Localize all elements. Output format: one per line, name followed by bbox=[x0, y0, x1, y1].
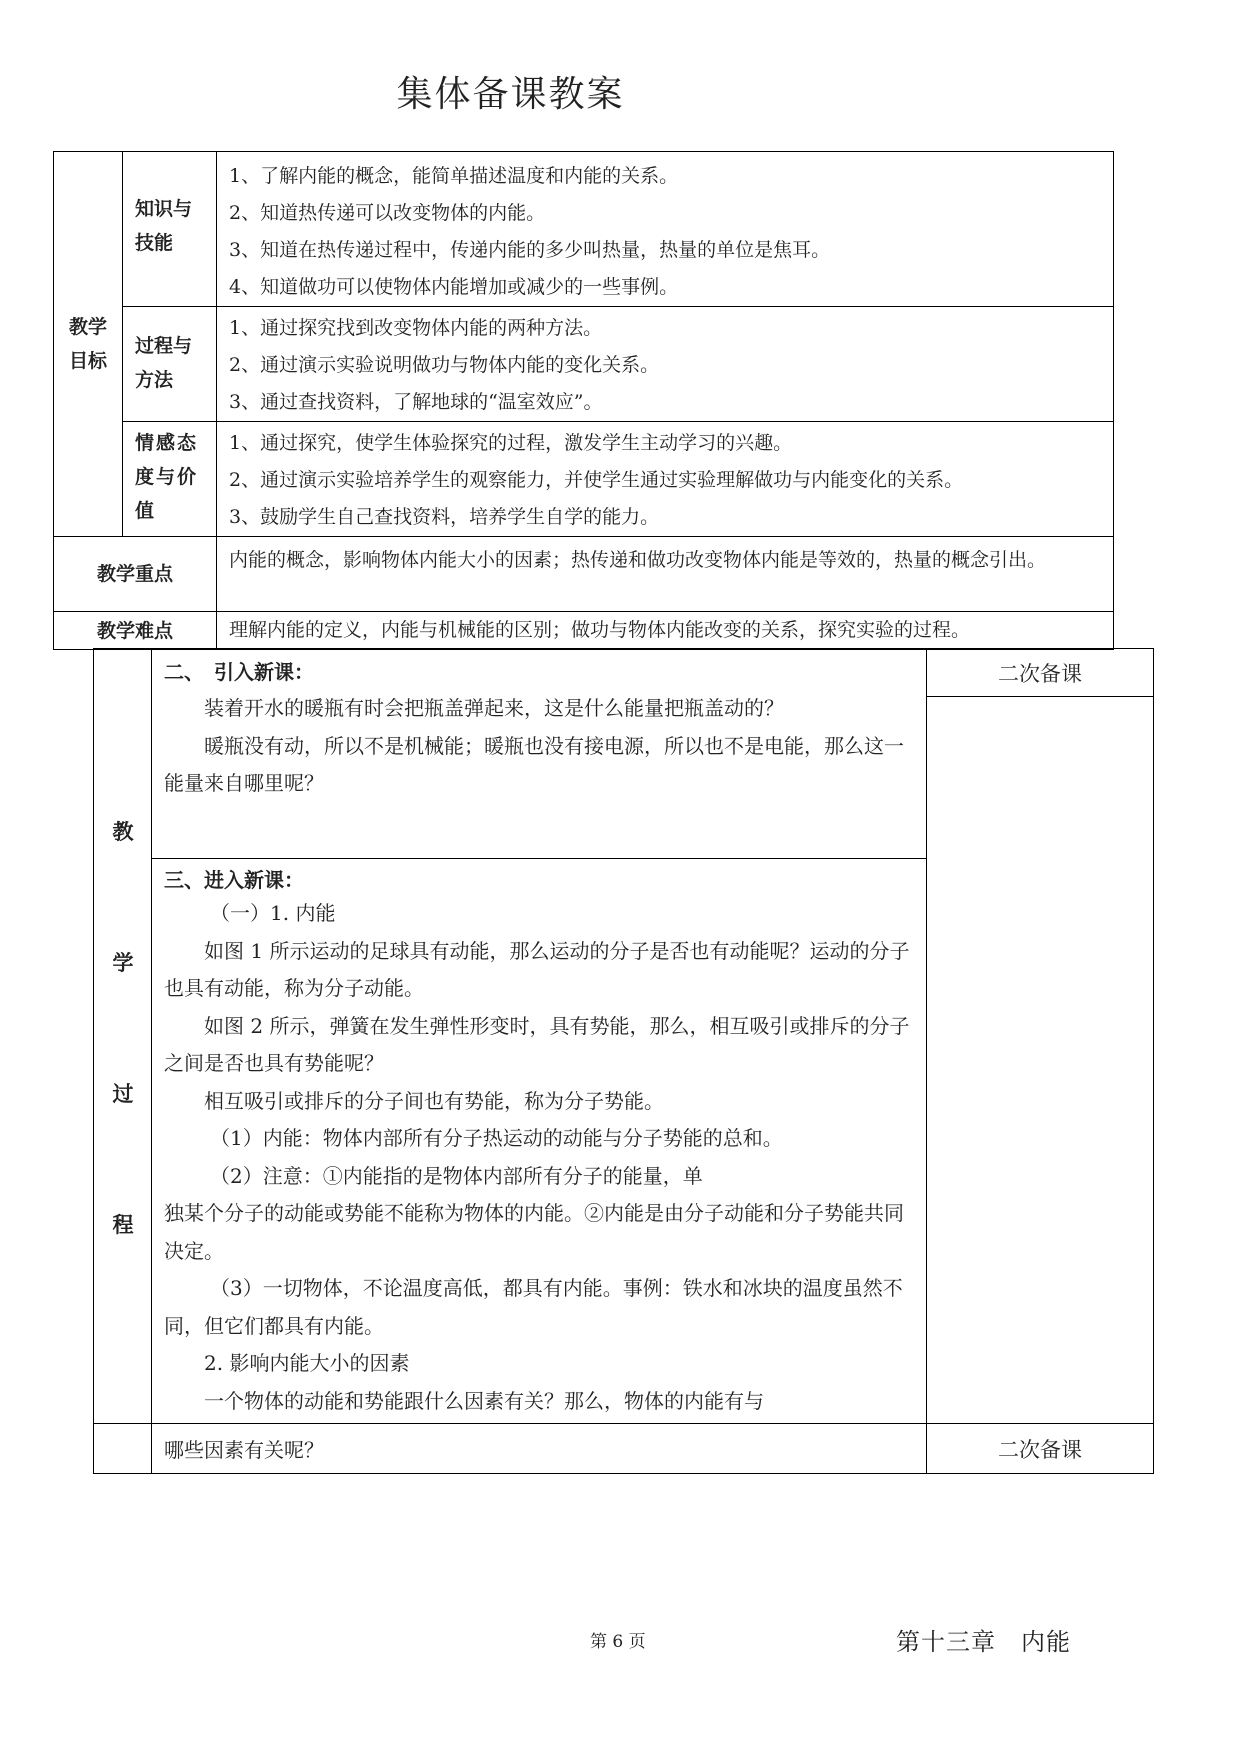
new-lesson-section bbox=[152, 859, 927, 1424]
objective-line: 1、了解内能的概念，能简单描述温度和内能的关系。 bbox=[229, 165, 679, 187]
section-content-process bbox=[217, 307, 1114, 422]
intro-paragraph: 装着开水的暖瓶有时会把瓶盖弹起来，这是什么能量把瓶盖动的？ bbox=[204, 696, 784, 720]
intro-paragraph: 暖瓶没有动，所以不是机械能；暖瓶也没有接电源，所以也不是电能，那么这一能量来自哪里呢？ bbox=[164, 733, 904, 795]
second-prep-header: 二次备课 bbox=[927, 649, 1154, 697]
objective-line: 3、鼓励学生自己查找资料，培养学生自学的能力。 bbox=[229, 506, 660, 528]
objective-line: 2、知道热传递可以改变物体的内能。 bbox=[229, 202, 546, 224]
chapter-title: 第十三章 内能 bbox=[896, 1628, 1071, 1656]
objectives-label: 教学目标 bbox=[54, 152, 123, 537]
last-row-empty bbox=[94, 1424, 152, 1474]
lesson-line: 一个物体的动能和势能跟什么因素有关？那么，物体的内能有与 bbox=[204, 1388, 764, 1413]
lesson-line: 独某个分子的动能或势能不能称为物体的内能。②内能是由分子动能和分子势能共同决定。 bbox=[164, 1201, 904, 1263]
page-number: 第 6 页 bbox=[590, 1632, 646, 1652]
objective-line: 2、通过演示实验说明做功与物体内能的变化关系。 bbox=[229, 354, 660, 376]
lesson-line: 如图 2 所示，弹簧在发生弹性形变时，具有势能，那么，相互吸引或排斥的分子之间是否也具有势能呢？ bbox=[164, 1013, 910, 1075]
section-label-process: 过程与方法 bbox=[123, 307, 217, 422]
objective-line: 4、知道做功可以使物体内能增加或减少的一些事例。 bbox=[229, 276, 679, 298]
lesson-line: （1）内能：物体内部所有分子热运动的动能与分子势能的总和。 bbox=[210, 1126, 783, 1150]
page-title: 集体备课教案 bbox=[396, 74, 625, 115]
difficulties-label: 教学难点 bbox=[54, 612, 217, 650]
objective-line: 2、通过演示实验培养学生的观察能力，并使学生通过实验理解做功与内能变化的关系。 bbox=[229, 469, 964, 491]
objectives-table bbox=[53, 151, 1114, 650]
section-label-attitude: 情感态度与价值 bbox=[123, 422, 217, 537]
section-label-knowledge: 知识与技能 bbox=[123, 152, 217, 307]
lesson-line: （2）注意：①内能指的是物体内部所有分子的能量，单 bbox=[210, 1163, 703, 1188]
objective-line: 1、通过探究找到改变物体内能的两种方法。 bbox=[229, 317, 603, 339]
lesson-line: 2. 影响内能大小的因素 bbox=[204, 1351, 410, 1375]
difficulties-content: 理解内能的定义，内能与机械能的区别；做功与物体内能改变的关系，探究实验的过程。 bbox=[217, 612, 1114, 650]
lesson-line: （3）一切物体，不论温度高低，都具有内能。事例：铁水和冰块的温度虽然不同，但它们都具有内能。 bbox=[164, 1276, 903, 1338]
key-points-label: 教学重点 bbox=[54, 537, 217, 612]
process-table bbox=[93, 648, 1154, 1474]
second-prep-notes bbox=[927, 697, 1154, 1424]
key-points-content: 内能的概念，影响物体内能大小的因素；热传递和做功改变物体内能是等效的，热量的概念引出。 bbox=[217, 537, 1114, 612]
new-lesson-heading: 三、进入新课： bbox=[164, 868, 304, 892]
objective-line: 3、知道在热传递过程中，传递内能的多少叫热量，热量的单位是焦耳。 bbox=[229, 239, 831, 261]
objective-line: 1、通过探究，使学生体验探究的过程，激发学生主动学习的兴趣。 bbox=[229, 432, 793, 454]
intro-heading: 二、 引入新课： bbox=[164, 660, 314, 684]
lesson-line: 如图 1 所示运动的足球具有动能，那么运动的分子是否也有动能呢？运动的分子也具有动能，称为分子动能。 bbox=[164, 938, 910, 1000]
lesson-line: 相互吸引或排斥的分子间也有势能，称为分子势能。 bbox=[204, 1088, 664, 1113]
objective-line: 3、通过查找资料，了解地球的“温室效应”。 bbox=[229, 391, 603, 413]
intro-section bbox=[152, 649, 927, 859]
lesson-line: （一）1. 内能 bbox=[210, 901, 336, 925]
section-content-attitude bbox=[217, 422, 1114, 537]
section-content-knowledge bbox=[217, 152, 1114, 307]
second-prep-footer: 二次备课 bbox=[927, 1424, 1154, 1474]
last-row-text: 哪些因素有关呢？ bbox=[152, 1424, 927, 1474]
process-side-label: 教 学 过 程 bbox=[94, 649, 152, 1424]
